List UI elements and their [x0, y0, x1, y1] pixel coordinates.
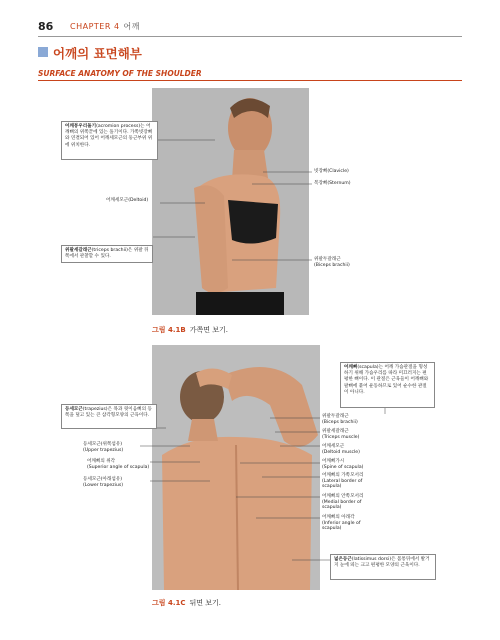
label-deltoid-c: 어깨세모근 (Deltoid muscle) [322, 444, 360, 455]
figure-b-caption [152, 325, 228, 335]
trapezius-term: 등세모근 [65, 407, 83, 412]
label-upper-trapezius: 등세모근(위쪽섬유) (Upper trapezius) [83, 442, 124, 453]
section-title: 어깨의 표면해부 [53, 46, 142, 61]
subtitle-rule [38, 80, 462, 81]
figure-c-caption [152, 598, 221, 608]
triceps-term: 위팔세갈래근 [65, 248, 92, 253]
acromion-text: (acromion process)는 어깨뼈의 위쪽끝에 있는 돌기이다. 가쪽빗장뼈와 연결되어 있어 어깨세모근의 둥근부위 위에 위치한다. [65, 124, 153, 148]
figure-b-photo [152, 88, 309, 315]
figure-c-photo [152, 345, 320, 590]
label-clavicle: 빗장뼈(Clavicle) [314, 169, 349, 174]
scapula-callout [340, 362, 435, 408]
figure-c-caption-text: 뒤면 보기. [189, 599, 221, 607]
trapezius-callout [61, 404, 157, 429]
label-sternum: 복장뼈(Sternum) [314, 181, 351, 186]
header-rule [38, 36, 462, 37]
acromion-term: 어깨봉우리돌기 [65, 124, 97, 129]
latissimus-term: 넓은등근 [334, 557, 352, 562]
section-subtitle: SURFACE ANATOMY OF THE SHOULDER [38, 69, 202, 78]
figure-b-number: 그림 4.1B [152, 326, 186, 334]
figure-c-number: 그림 4.1C [152, 599, 186, 607]
chapter-title: 어깨 [123, 22, 140, 31]
scapula-term: 어깨뼈 [344, 365, 358, 370]
acromion-callout [61, 121, 158, 160]
lateral-shoulder-illustration [152, 88, 309, 315]
label-superior-angle: 어깨뼈의 위각 (Superior angle of scapula) [87, 459, 150, 470]
label-biceps-b: 위팔두갈래근 (Biceps brachii) [314, 257, 350, 268]
latissimus-text: (latissimus dorsi)은 몸통뒤에서 발거지 눈에 띄는 크고 편평한 모양의 근육이다. [334, 557, 430, 569]
label-inferior-angle: 어깨뼈의 아래각 (Inferior angle of scapula) [322, 515, 361, 532]
label-medial-border: 어깨뼈의 안쪽모서리 (Medial border of scapula) [322, 494, 364, 511]
chapter-label: CHAPTER 4 [70, 22, 120, 31]
label-lower-trapezius: 등세모근(아래섬유) (Lower trapezius) [83, 477, 124, 488]
chapter-header [70, 21, 140, 32]
triceps-text: (triceps brachii)은 위팔 뒤쪽에서 관찰할 수 있다. [65, 248, 149, 260]
scapula-text: (scapula)는 어깨 가슴관절을 형성하기 위해 가슴우리를 따라 미끄러지는 편평한 뼈이다. 이 관절은 근육들이 어깨뼈와 팔뼈에 붙어 운동하므로 있어 순수한 관절이 아니다. [344, 365, 429, 395]
figure-b-caption-text: 가쪽면 보기. [189, 326, 228, 334]
page-number: 86 [38, 20, 54, 33]
label-biceps-c: 위팔두갈래근 (Biceps brachii) [322, 414, 358, 425]
section-square-icon [38, 47, 48, 57]
biceps-callout [61, 245, 153, 263]
label-lateral-border: 어깨뼈의 가쪽모서리 (Lateral border of scapula) [322, 473, 364, 490]
label-deltoid-b: 어깨세모근(Deltoid) [106, 198, 149, 203]
posterior-shoulder-illustration [152, 345, 320, 590]
latissimus-callout [330, 554, 436, 580]
label-triceps: 위팔세갈래근 (Triceps muscle) [322, 429, 360, 440]
label-spine-scapula: 어깨뼈가시 (Spine of scapula) [322, 459, 364, 470]
trapezius-text: (trapezius)은 목과 윗이음뼈의 등쪽을 덮고 있는 큰 삼각형모양의 근육이다. [65, 407, 152, 419]
